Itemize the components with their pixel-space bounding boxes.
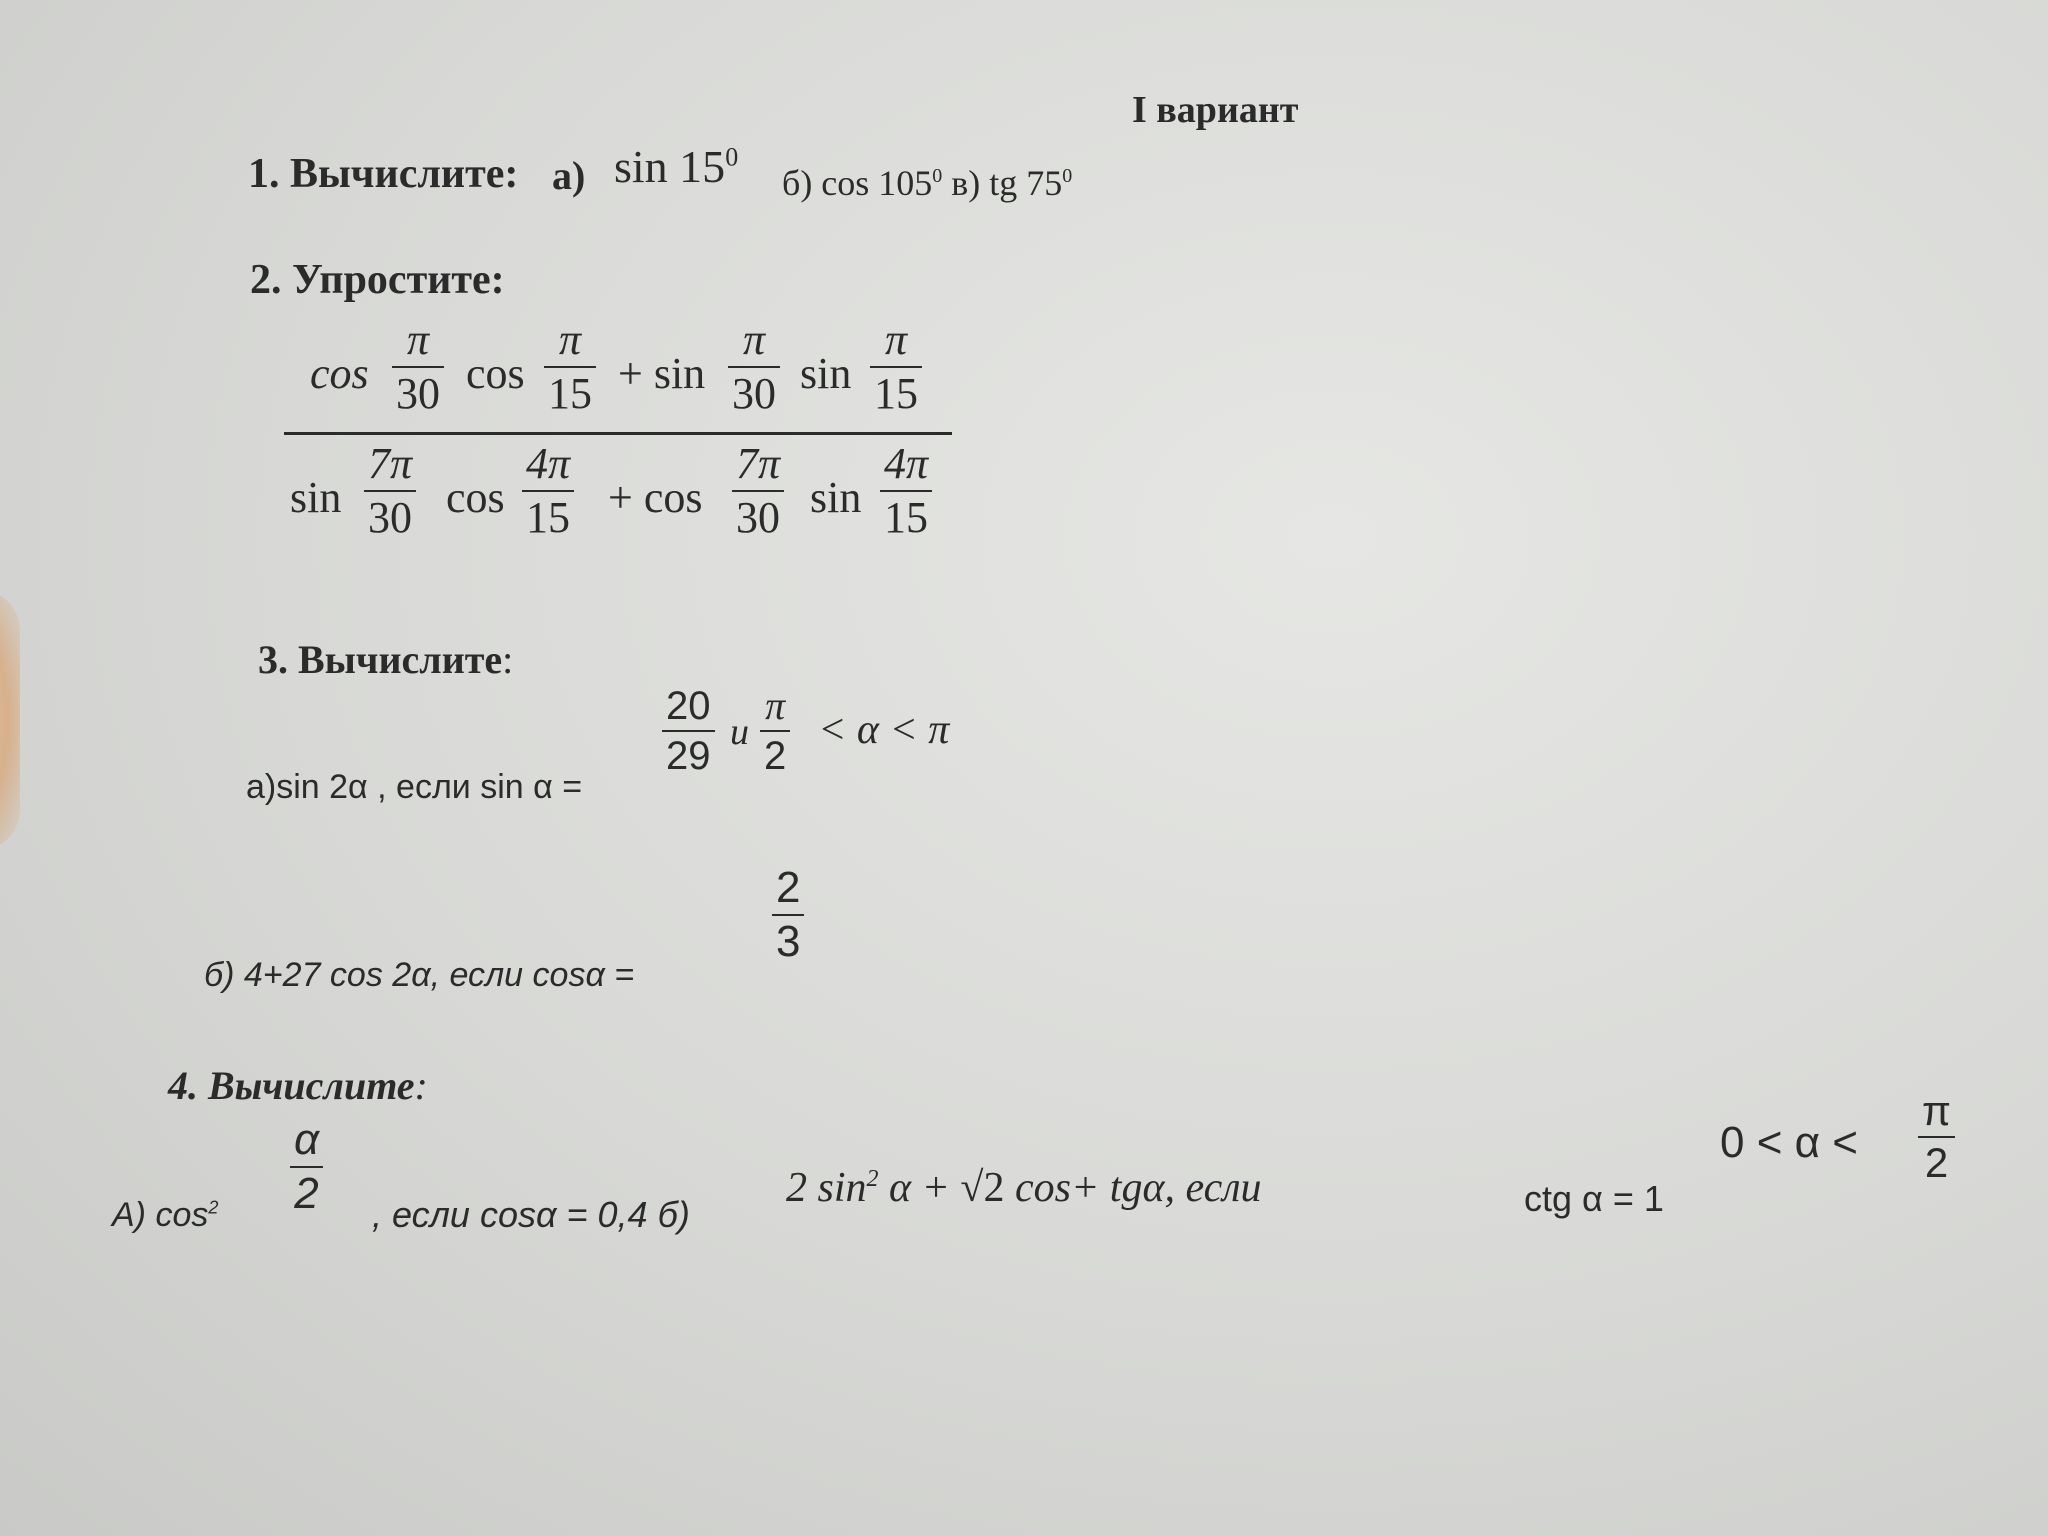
task-3-a-pi-fraction <box>760 683 790 778</box>
task-3-b-text: б) 4+27 cos 2α, если cosα = <box>204 956 635 994</box>
num-frac-1-bar <box>392 366 444 368</box>
task-1-v-degree: 0 <box>1062 165 1073 187</box>
task-1-v-text: в) tg 75 <box>951 163 1063 203</box>
task-3-a-fraction-numerator: 20 <box>666 684 711 728</box>
den-sin-2: sin <box>810 473 862 522</box>
num-plus-sin: + sin <box>618 349 706 398</box>
den-cos-1: cos <box>446 473 505 522</box>
task-4-range: 0 < α < <box>1720 1118 1858 1167</box>
task-4-b-square: 2 <box>866 1166 879 1192</box>
num-frac-1-numerator: π <box>406 315 430 364</box>
task-4-b-sqrt: √2 <box>960 1165 1005 1211</box>
num-frac-2-denominator: 15 <box>548 369 592 418</box>
num-sin-2: sin <box>800 349 852 398</box>
den-frac-3 <box>732 439 784 542</box>
den-plus-cos: + cos <box>608 473 703 522</box>
num-frac-3 <box>728 315 780 418</box>
task-1-a-degree: 0 <box>725 142 739 172</box>
task-4-b-rest: cos+ tgα, если <box>1014 1165 1262 1211</box>
task-2-label: 2. Упростите: <box>250 257 505 303</box>
variant-heading: I вариант <box>1132 89 1299 131</box>
task-3-b-fraction-bar <box>772 914 804 916</box>
num-frac-3-denominator: 30 <box>732 369 776 418</box>
task-1-a-expr <box>614 140 738 193</box>
den-frac-2 <box>522 439 574 542</box>
den-frac-2-numerator: 4π <box>526 439 571 488</box>
task-4-a-square: 2 <box>208 1197 219 1218</box>
task-3-label-colon: : <box>502 637 514 682</box>
num-frac-4 <box>870 315 922 418</box>
num-cos-1: cos <box>310 349 369 398</box>
task-4-range-numerator: π <box>1922 1087 1951 1134</box>
num-frac-4-denominator: 15 <box>874 369 918 418</box>
num-frac-2-numerator: π <box>558 315 582 364</box>
task-4-a-fraction <box>290 1115 323 1218</box>
task-4-range-bar <box>1918 1136 1955 1138</box>
num-frac-2-bar <box>544 366 596 368</box>
task-1-a-text: sin 15 <box>614 141 726 192</box>
task-4-a-fraction-denominator: 2 <box>294 1169 319 1218</box>
num-frac-4-bar <box>870 366 922 368</box>
task-4-label-colon: : <box>414 1063 428 1108</box>
den-frac-3-numerator: 7π <box>736 439 781 488</box>
num-frac-2 <box>544 315 596 418</box>
den-frac-1-bar <box>364 490 416 492</box>
task-3-a-range: < α < π <box>818 707 950 753</box>
task-3-a-fraction <box>662 686 715 776</box>
den-frac-2-bar <box>522 490 574 492</box>
task-1-label: 1. Вычислите: <box>248 151 519 197</box>
den-frac-1 <box>364 439 416 542</box>
den-frac-4-numerator: 4π <box>884 439 929 488</box>
task-4-a-fraction-numerator: α <box>294 1115 320 1164</box>
task-1-b-expr <box>782 162 1072 204</box>
task-3-a-fraction-denominator: 29 <box>666 734 711 778</box>
task-3-a-pi-bar <box>760 730 790 732</box>
den-frac-2-denominator: 15 <box>526 493 571 542</box>
task-3-a-and: и <box>730 711 749 753</box>
task-3-a-pi-numerator: π <box>765 683 786 728</box>
task-1-a-marker: а) <box>552 153 586 198</box>
den-frac-4-bar <box>880 490 932 492</box>
task-4-label-text: 4. Вычислите <box>168 1063 415 1108</box>
num-frac-3-bar <box>728 366 780 368</box>
num-cos-2: cos <box>466 349 525 398</box>
task-4-a-fraction-bar <box>290 1166 323 1168</box>
thumb-edge <box>0 590 20 850</box>
task-4-range-denominator: 2 <box>1924 1139 1949 1186</box>
task-3-b-fraction <box>772 863 804 966</box>
task-4-range-fraction <box>1918 1087 1955 1186</box>
num-frac-4-numerator: π <box>884 315 908 364</box>
den-sin-1: sin <box>290 473 342 522</box>
main-fraction-bar <box>284 432 952 435</box>
task-1-b-degree: 0 <box>932 165 943 187</box>
task-3-a-fraction-bar <box>662 730 715 732</box>
task-4-a-cos: А) cos <box>112 1196 209 1234</box>
task-3-b-fraction-numerator: 2 <box>776 863 801 912</box>
num-frac-1-denominator: 30 <box>396 369 440 418</box>
task-3-label <box>258 636 513 683</box>
task-1-b-text: б) cos 105 <box>782 163 933 203</box>
task-4-b-sin: 2 sin <box>786 1165 867 1211</box>
task-4-b-expr <box>786 1164 1262 1212</box>
task-3-a-text: а)sin 2α , если sin α = <box>246 768 583 806</box>
task-4-a-prefix <box>112 1196 218 1235</box>
task-4-ctg: ctg α = 1 <box>1524 1178 1664 1219</box>
task-4-label <box>168 1062 428 1109</box>
task-3-a-pi-denominator: 2 <box>764 734 787 778</box>
task-3-b-fraction-denominator: 3 <box>776 917 801 966</box>
num-frac-1 <box>392 315 444 418</box>
den-frac-3-bar <box>732 490 784 492</box>
den-frac-4-denominator: 15 <box>884 493 929 542</box>
task-3-label-text: 3. Вычислите <box>258 637 503 682</box>
num-frac-3-numerator: π <box>742 315 766 364</box>
task-4-a-condition: , если cosα = 0,4 б) <box>372 1194 690 1235</box>
den-frac-3-denominator: 30 <box>736 493 781 542</box>
den-frac-1-numerator: 7π <box>368 439 413 488</box>
task-4-b-alpha-plus: α + <box>889 1165 950 1211</box>
den-frac-1-denominator: 30 <box>368 493 413 542</box>
den-frac-4 <box>880 439 932 542</box>
